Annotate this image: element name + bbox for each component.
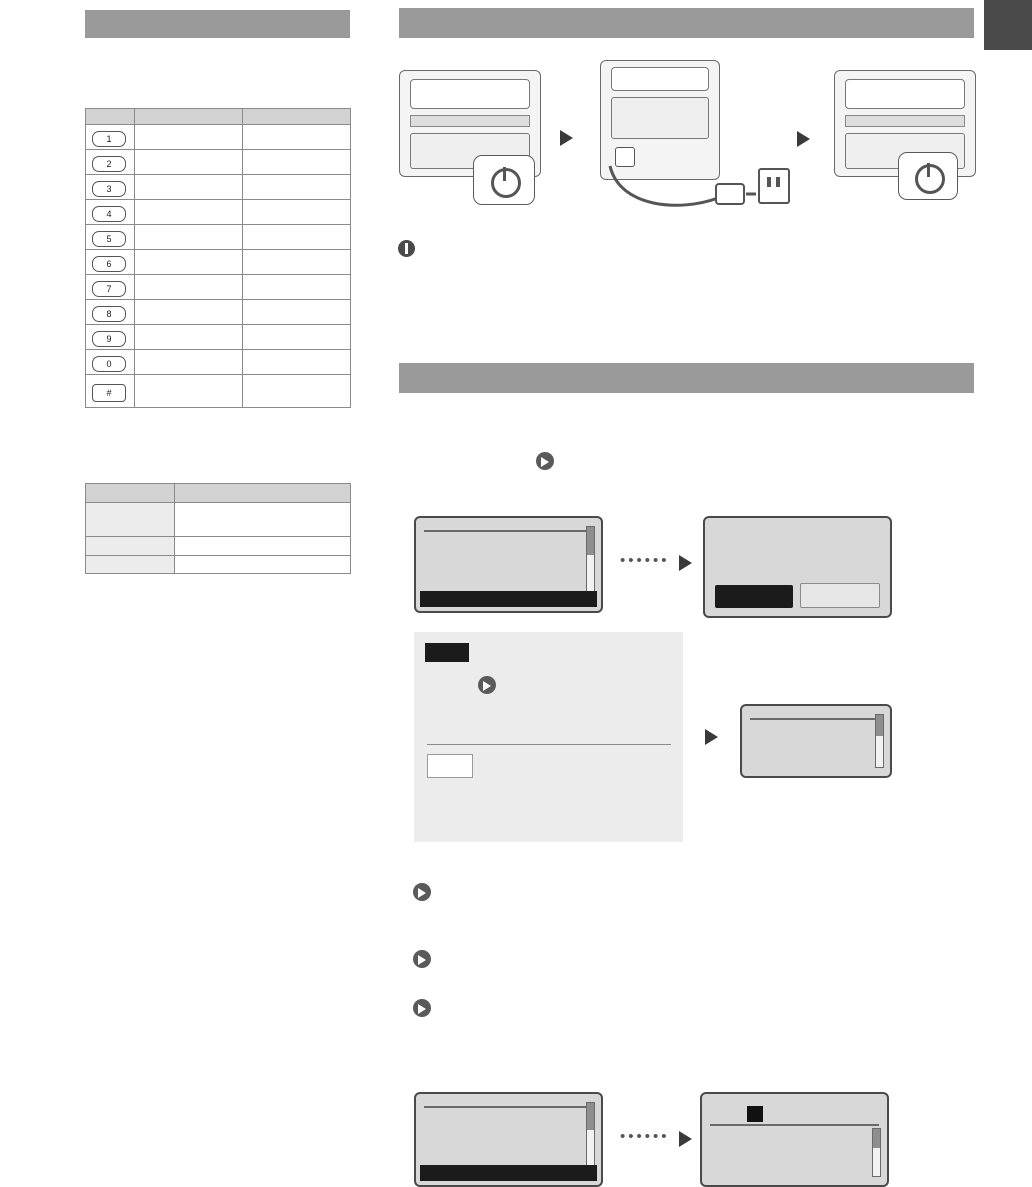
table-row	[86, 375, 351, 408]
lcd-dialog-button-primary[interactable]	[715, 585, 793, 608]
printer-rear-cover	[611, 97, 709, 139]
printer-control-panel	[845, 115, 965, 127]
row-cell	[135, 200, 243, 225]
section-1-header-bar	[399, 8, 974, 38]
mode-summary-table	[85, 483, 351, 574]
key-cell	[86, 150, 135, 175]
table-row	[86, 250, 351, 275]
row-cell	[135, 325, 243, 350]
keycap-6: 6	[92, 256, 126, 272]
page-corner-tab	[984, 0, 1032, 50]
row-cell	[135, 125, 243, 150]
lcd-scrollbar[interactable]	[872, 1128, 881, 1177]
arrow-step-icon-inline	[478, 676, 496, 694]
row-cell	[135, 175, 243, 200]
key-cell	[86, 350, 135, 375]
lcd-screen-selection[interactable]	[700, 1092, 889, 1187]
row-cell	[243, 175, 351, 200]
arrow-step-icon-2	[413, 883, 431, 901]
flow-arrow-1-icon	[560, 130, 573, 146]
lcd-scrollbar[interactable]	[586, 526, 595, 597]
wall-outlet-icon	[758, 168, 790, 204]
row-cell	[135, 150, 243, 175]
row-label-cell	[86, 503, 175, 537]
lcd-divider	[750, 718, 882, 720]
callout-note-box	[414, 632, 683, 842]
table-header-row	[86, 484, 351, 503]
row-cell	[175, 537, 351, 556]
row-cell	[243, 275, 351, 300]
lcd-status-bar	[420, 1165, 597, 1181]
table-row	[86, 225, 351, 250]
printer-control-panel	[410, 115, 530, 127]
printer-scanner-lid	[410, 79, 530, 109]
flow-arrow-4-icon	[705, 729, 718, 745]
transition-dots-1: ••••••	[620, 552, 670, 569]
row-cell	[243, 375, 351, 408]
row-cell	[135, 350, 243, 375]
lcd-scrollbar[interactable]	[586, 1102, 595, 1171]
callout-white-tag	[427, 754, 473, 778]
table-row	[86, 275, 351, 300]
row-cell	[135, 275, 243, 300]
row-cell	[135, 250, 243, 275]
row-cell	[135, 375, 243, 408]
row-label-cell	[86, 556, 175, 574]
table-header-row	[86, 109, 351, 125]
table-row	[86, 556, 351, 574]
important-note-icon	[398, 240, 415, 257]
power-cord-illustration	[600, 160, 775, 215]
lcd-screen-result[interactable]	[740, 704, 892, 778]
left-section-header-bar	[85, 10, 350, 38]
row-cell	[243, 200, 351, 225]
arrow-step-icon-3	[413, 950, 431, 968]
key-cell	[86, 325, 135, 350]
lcd-status-bar	[420, 591, 597, 607]
lcd-screen-menu[interactable]	[414, 516, 603, 613]
row-cell	[175, 503, 351, 537]
power-switch-callout-1	[473, 155, 535, 205]
table-header-cell	[86, 484, 175, 503]
keycap-9: 9	[92, 331, 126, 347]
keycap-7: 7	[92, 281, 126, 297]
lcd-scrollbar[interactable]	[875, 714, 884, 768]
table-row	[86, 503, 351, 537]
keycap-5: 5	[92, 231, 126, 247]
row-cell	[135, 225, 243, 250]
key-cell	[86, 375, 135, 408]
row-cell	[135, 300, 243, 325]
lcd-screen-dialog[interactable]	[703, 516, 892, 618]
transition-dots-2: ••••••	[620, 1128, 670, 1145]
keycap-8: 8	[92, 306, 126, 322]
flow-arrow-2-icon	[797, 131, 810, 147]
row-cell	[243, 250, 351, 275]
key-cell	[86, 200, 135, 225]
lcd-divider	[424, 530, 593, 532]
key-cell	[86, 125, 135, 150]
row-cell	[243, 125, 351, 150]
key-cell	[86, 175, 135, 200]
lcd-divider	[710, 1124, 879, 1126]
printer-rear-top	[611, 67, 709, 91]
lcd-selection-marker-icon	[747, 1106, 763, 1122]
lcd-divider	[424, 1106, 593, 1108]
arrow-step-icon-4	[413, 999, 431, 1017]
lcd-screen-menu-bottom[interactable]	[414, 1092, 603, 1187]
key-cell	[86, 250, 135, 275]
table-row	[86, 325, 351, 350]
table-header-cell	[86, 109, 135, 125]
table-row	[86, 175, 351, 200]
table-row	[86, 350, 351, 375]
power-switch-icon	[915, 164, 945, 194]
printer-scanner-lid	[845, 79, 965, 109]
callout-divider	[427, 744, 671, 745]
key-cell	[86, 225, 135, 250]
table-header-cell	[243, 109, 351, 125]
key-cell	[86, 275, 135, 300]
power-switch-icon	[491, 168, 521, 198]
callout-black-tag	[425, 643, 469, 662]
table-row	[86, 150, 351, 175]
row-cell	[243, 325, 351, 350]
row-cell	[175, 556, 351, 574]
table-row	[86, 300, 351, 325]
keycap-4: 4	[92, 206, 126, 222]
keycap-1: 1	[92, 131, 126, 147]
power-switch-callout-2	[898, 152, 958, 200]
table-row	[86, 200, 351, 225]
lcd-dialog-button-secondary[interactable]	[800, 583, 880, 608]
table-row	[86, 537, 351, 556]
table-header-cell	[135, 109, 243, 125]
row-cell	[243, 225, 351, 250]
table-header-cell	[175, 484, 351, 503]
row-label-cell	[86, 537, 175, 556]
arrow-step-icon-1	[536, 452, 554, 470]
key-function-table	[85, 108, 351, 408]
keycap-3: 3	[92, 181, 126, 197]
key-cell	[86, 300, 135, 325]
row-cell	[243, 150, 351, 175]
keycap-2: 2	[92, 156, 126, 172]
flow-arrow-3-icon	[679, 555, 692, 571]
section-2-header-bar	[399, 363, 974, 393]
keycap-hash: #	[92, 384, 126, 402]
table-row	[86, 125, 351, 150]
keycap-0: 0	[92, 356, 126, 372]
row-cell	[243, 300, 351, 325]
row-cell	[243, 350, 351, 375]
flow-arrow-5-icon	[679, 1131, 692, 1147]
